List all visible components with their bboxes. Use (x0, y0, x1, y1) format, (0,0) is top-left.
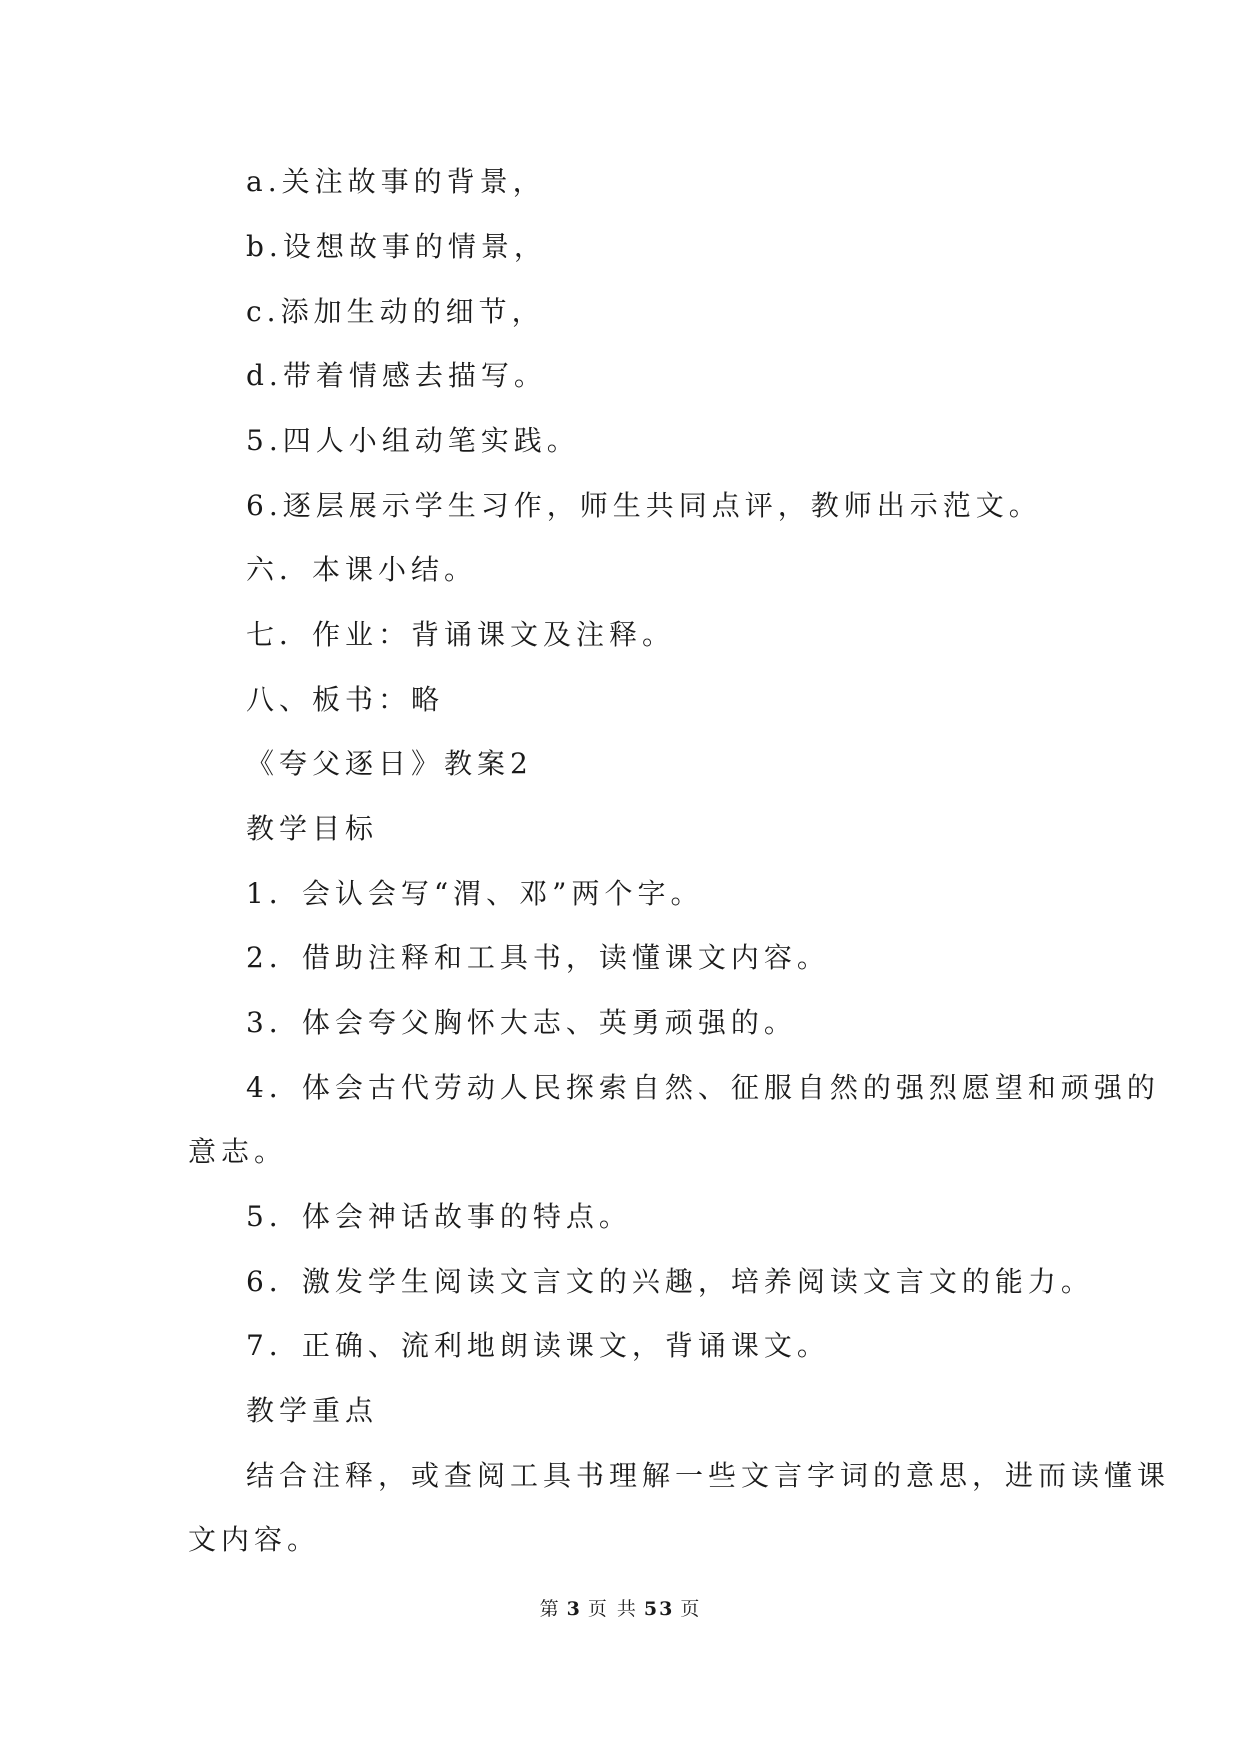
text-line: 意志。 (188, 1135, 288, 1168)
text-line: 7．正确、流利地朗读课文，背诵课文。 (246, 1329, 830, 1362)
text-line: 4．体会古代劳动人民探索自然、征服自然的强烈愿望和顽强的 (246, 1071, 1160, 1104)
section-title: 《夸父逐日》教案2 (246, 747, 533, 780)
text-line: 文内容。 (188, 1523, 321, 1556)
footer-prefix: 第 (539, 1598, 561, 1620)
text-line: 结合注释，或查阅工具书理解一些文言字词的意思，进而读懂课 (246, 1459, 1171, 1492)
text-line: a.关注故事的背景， (246, 165, 546, 198)
text-line: 6．激发学生阅读文言文的兴趣，培养阅读文言文的能力。 (246, 1265, 1094, 1298)
text-line: 6.逐层展示学生习作，师生共同点评，教师出示范文。 (246, 489, 1042, 522)
subsection-heading: 教学目标 (246, 812, 379, 845)
page-footer (0, 1597, 1241, 1621)
text-line: 1．会认会写“渭、邓”两个字。 (246, 877, 704, 910)
subsection-heading: 教学重点 (246, 1394, 379, 1427)
text-line: 5.四人小组动笔实践。 (246, 424, 580, 457)
text-line: 八、板书：略 (246, 683, 445, 716)
footer-suffix: 页 (680, 1598, 702, 1620)
text-line: c.添加生动的细节， (246, 295, 545, 328)
text-line: 七．作业：背诵课文及注释。 (246, 618, 676, 651)
text-line: 六．本课小结。 (246, 553, 478, 586)
text-line: b.设想故事的情景， (246, 230, 547, 263)
text-line: 5．体会神话故事的特点。 (246, 1200, 632, 1233)
text-line: 3．体会夸父胸怀大志、英勇顽强的。 (246, 1006, 797, 1039)
text-line: d.带着情感去描写。 (246, 359, 547, 392)
text-line: 2．借助注释和工具书，读懂课文内容。 (246, 941, 830, 974)
current-page-number: 3 (566, 1598, 582, 1620)
total-page-number: 53 (643, 1598, 675, 1620)
footer-middle: 页 共 (587, 1598, 638, 1620)
